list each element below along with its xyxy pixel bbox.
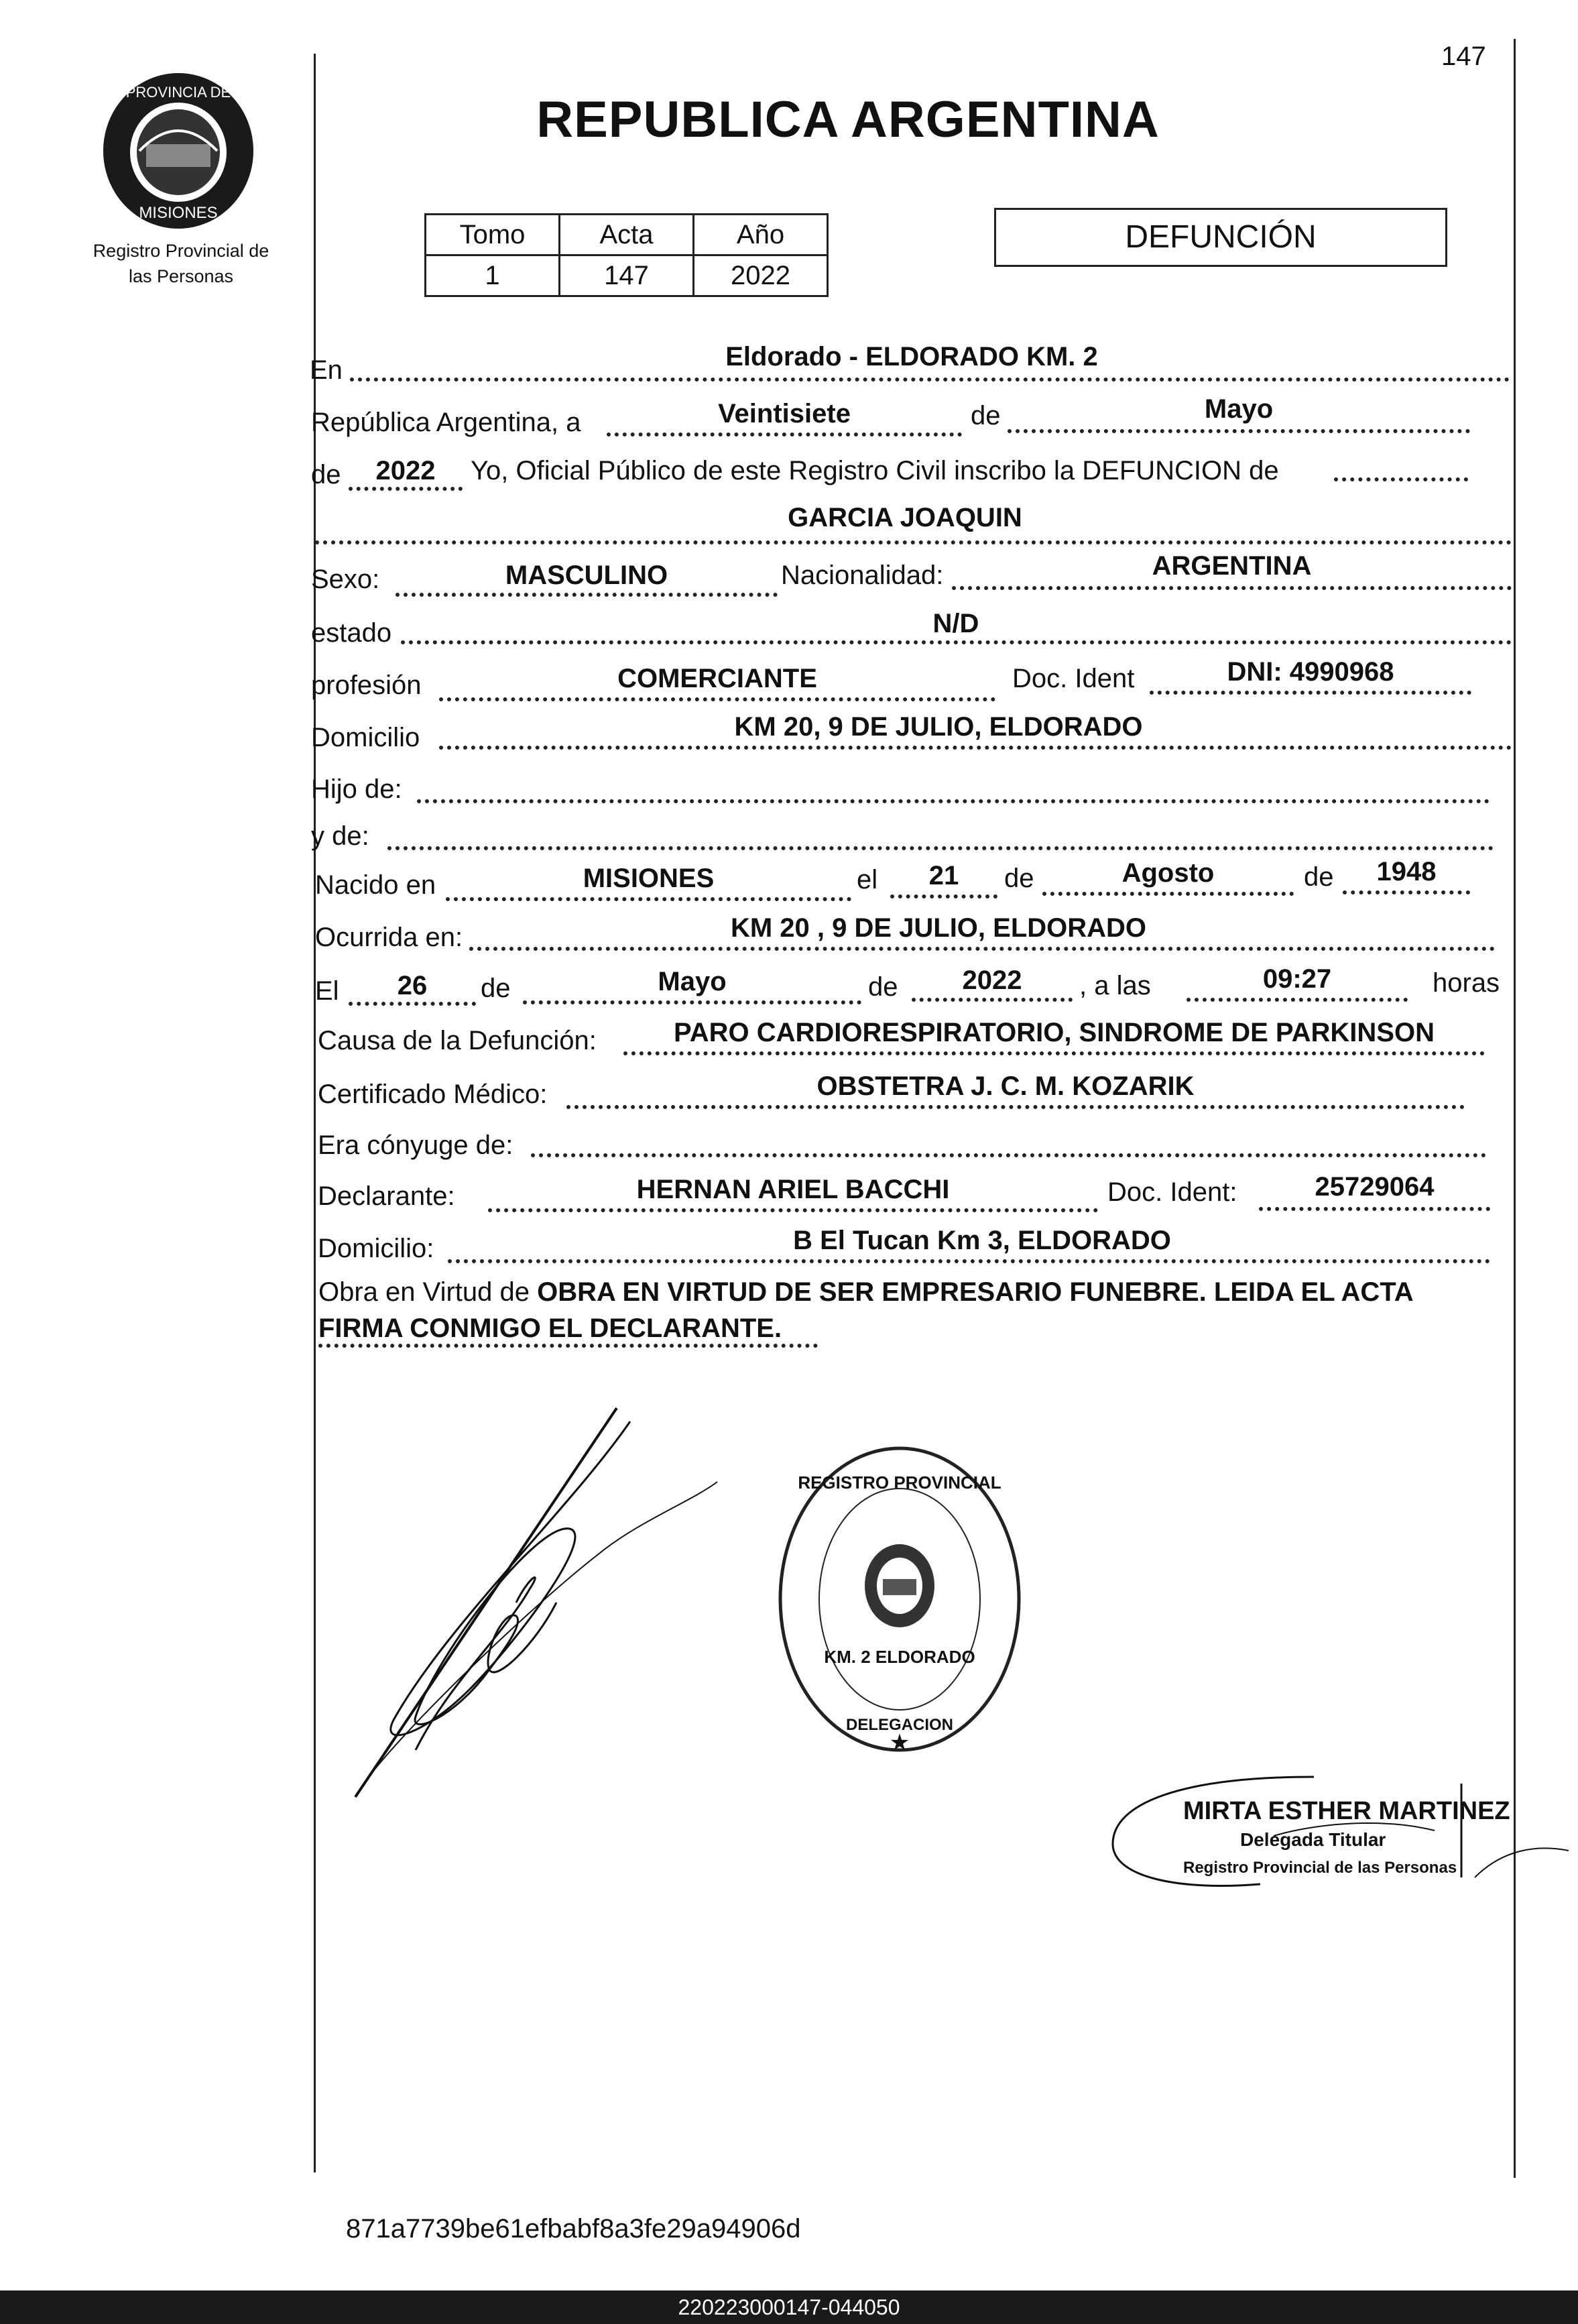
logo-text-bottom: MISIONES (139, 204, 218, 222)
obra-label: Obra en Virtud de (318, 1277, 530, 1307)
logo-text-top: PROVINCIA DE (125, 84, 231, 101)
anio-value: 2022 (694, 255, 828, 296)
dotted-line (396, 593, 778, 597)
document-title: REPUBLICA ARGENTINA (536, 91, 1160, 148)
y-de-label: y de: (311, 821, 369, 851)
republica-label: República Argentina, a (311, 408, 581, 437)
issuer-line1: Registro Provincial de (93, 241, 269, 261)
certificado-label: Certificado Médico: (318, 1080, 548, 1109)
conyuge-label: Era cónyuge de: (318, 1130, 513, 1160)
dotted-line (488, 1208, 1098, 1212)
tomo-header: Tomo (426, 215, 560, 255)
delegada-stamp (1099, 1763, 1569, 1911)
dotted-line (1150, 691, 1471, 695)
declarant-signature (315, 1401, 751, 1804)
dotted-line (566, 1105, 1465, 1109)
nac-dia-value: 21 (928, 861, 959, 890)
def-dia-value: 26 (397, 971, 428, 1000)
domicilio-value: KM 20, 9 DE JULIO, ELDORADO (734, 712, 1143, 742)
causa-label: Causa de la Defunción: (318, 1026, 597, 1055)
de-label: de (1004, 864, 1034, 893)
nacionalidad-label: Nacionalidad: (781, 561, 944, 590)
declarante-domicilio-value: B El Tucan Km 3, ELDORADO (793, 1226, 1171, 1255)
dotted-line (952, 586, 1512, 590)
nacionalidad-value: ARGENTINA (1152, 551, 1312, 581)
de-label: de (481, 974, 511, 1003)
doc-ident-value: DNI: 4990968 (1227, 657, 1394, 687)
nombre-value: GARCIA JOAQUIN (788, 503, 1022, 532)
domicilio-label: Domicilio (311, 723, 420, 752)
anio-inscripcion-value: 2022 (375, 456, 436, 485)
tomo-value: 1 (426, 255, 560, 296)
dotted-line (1008, 429, 1470, 433)
ocurrida-label: Ocurrida en: (315, 923, 463, 952)
causa-value: PARO CARDIORESPIRATORIO, SINDROME DE PARKINSON (674, 1018, 1435, 1047)
el-label: el (857, 865, 878, 894)
declarante-label: Declarante: (318, 1181, 455, 1211)
delegada-org: Registro Provincial de las Personas (1183, 1859, 1457, 1877)
record-type-box: DEFUNCIÓN (994, 208, 1447, 267)
dotted-line (607, 432, 962, 437)
dotted-line (531, 1153, 1486, 1157)
dotted-line (349, 487, 463, 491)
dotted-line (1042, 892, 1294, 896)
dotted-line (1343, 890, 1470, 894)
doc-ident-label: Doc. Ident: (1107, 1177, 1237, 1207)
horas-label: horas (1433, 968, 1500, 998)
sexo-value: MASCULINO (505, 561, 668, 590)
dotted-line (1259, 1207, 1490, 1211)
obra-en-virtud (318, 1274, 1518, 1346)
a-las-label: , a las (1079, 971, 1151, 1000)
province-emblem-logo (99, 70, 257, 231)
dia-inscripcion-value: Veintisiete (718, 399, 851, 428)
footer-code: 220223000147-044050 (0, 2290, 1578, 2324)
def-mes-value: Mayo (658, 967, 727, 996)
dotted-line (523, 1000, 861, 1004)
doc-ident-label: Doc. Ident (1012, 664, 1135, 693)
dotted-line (318, 1344, 818, 1348)
certificado-value: OBSTETRA J. C. M. KOZARIK (816, 1071, 1195, 1101)
declarante-value: HERNAN ARIEL BACCHI (636, 1175, 950, 1204)
profesion-value: COMERCIANTE (617, 664, 817, 693)
delegada-role: Delegada Titular (1240, 1829, 1386, 1850)
acta-header: Acta (560, 215, 694, 255)
dotted-line (912, 998, 1073, 1002)
dotted-line (1334, 477, 1468, 481)
dotted-line (623, 1051, 1485, 1055)
obra-line1: OBRA EN VIRTUD DE SER EMPRESARIO FUNEBRE. LEIDA EL ACTA (537, 1277, 1414, 1307)
domicilio-label: Domicilio: (318, 1234, 434, 1263)
record-table (424, 213, 829, 297)
dotted-line (315, 540, 1512, 544)
document-hash: 871a7739be61efbabf8a3fe29a94906d (346, 2214, 801, 2244)
dotted-line (387, 846, 1494, 850)
issuer-caption (67, 238, 295, 289)
nacido-en-value: MISIONES (583, 864, 715, 893)
dotted-line (446, 897, 851, 901)
delegada-name: MIRTA ESTHER MARTINEZ (1183, 1797, 1510, 1825)
el-label: El (315, 976, 339, 1006)
hora-value: 09:27 (1262, 964, 1332, 994)
svg-text:REGISTRO PROVINCIAL: REGISTRO PROVINCIAL (798, 1472, 1002, 1493)
nac-anio-value: 1948 (1376, 857, 1437, 886)
estado-label: estado (311, 618, 392, 648)
de-label: de (868, 972, 898, 1002)
de-label: de (311, 460, 341, 489)
acta-value: 147 (560, 255, 694, 296)
estado-value: N/D (932, 609, 979, 638)
anio-header: Año (694, 215, 828, 255)
profesion-label: profesión (311, 671, 422, 700)
page-number: 147 (1441, 42, 1486, 71)
issuer-line2: las Personas (128, 266, 234, 286)
svg-text:DELEGACION: DELEGACION (845, 1716, 954, 1734)
dotted-line (401, 640, 1512, 644)
dotted-line (439, 746, 1512, 750)
en-label: En (310, 355, 343, 385)
sexo-label: Sexo: (311, 565, 380, 594)
nacido-label: Nacido en (315, 870, 436, 900)
declarante-doc-value: 25729064 (1315, 1172, 1435, 1202)
dotted-line (1187, 998, 1408, 1002)
dotted-line (469, 947, 1495, 951)
seal-inner-text: KM. 2 ELDORADO (824, 1647, 975, 1667)
registry-seal (774, 1442, 1026, 1757)
de-label: de (1304, 862, 1334, 892)
hijo-label: Hijo de: (311, 774, 402, 804)
de-label: de (971, 401, 1001, 430)
ocurrida-en-value: KM 20 , 9 DE JULIO, ELDORADO (730, 913, 1147, 943)
dotted-line (349, 1002, 476, 1006)
def-anio-value: 2022 (962, 966, 1022, 995)
dotted-line (448, 1259, 1490, 1263)
dotted-line (417, 799, 1490, 803)
dotted-line (350, 377, 1510, 382)
oficial-text: Yo, Oficial Público de este Registro Civil inscribo la DEFUNCION de (471, 456, 1279, 485)
mes-inscripcion-value: Mayo (1204, 394, 1274, 424)
dotted-line (890, 894, 997, 898)
obra-line2: FIRMA CONMIGO EL DECLARANTE. (318, 1314, 782, 1343)
lugar-value: Eldorado - ELDORADO KM. 2 (725, 342, 1098, 371)
svg-text:★: ★ (889, 1729, 910, 1756)
nac-mes-value: Agosto (1121, 858, 1215, 888)
dotted-line (439, 697, 995, 701)
